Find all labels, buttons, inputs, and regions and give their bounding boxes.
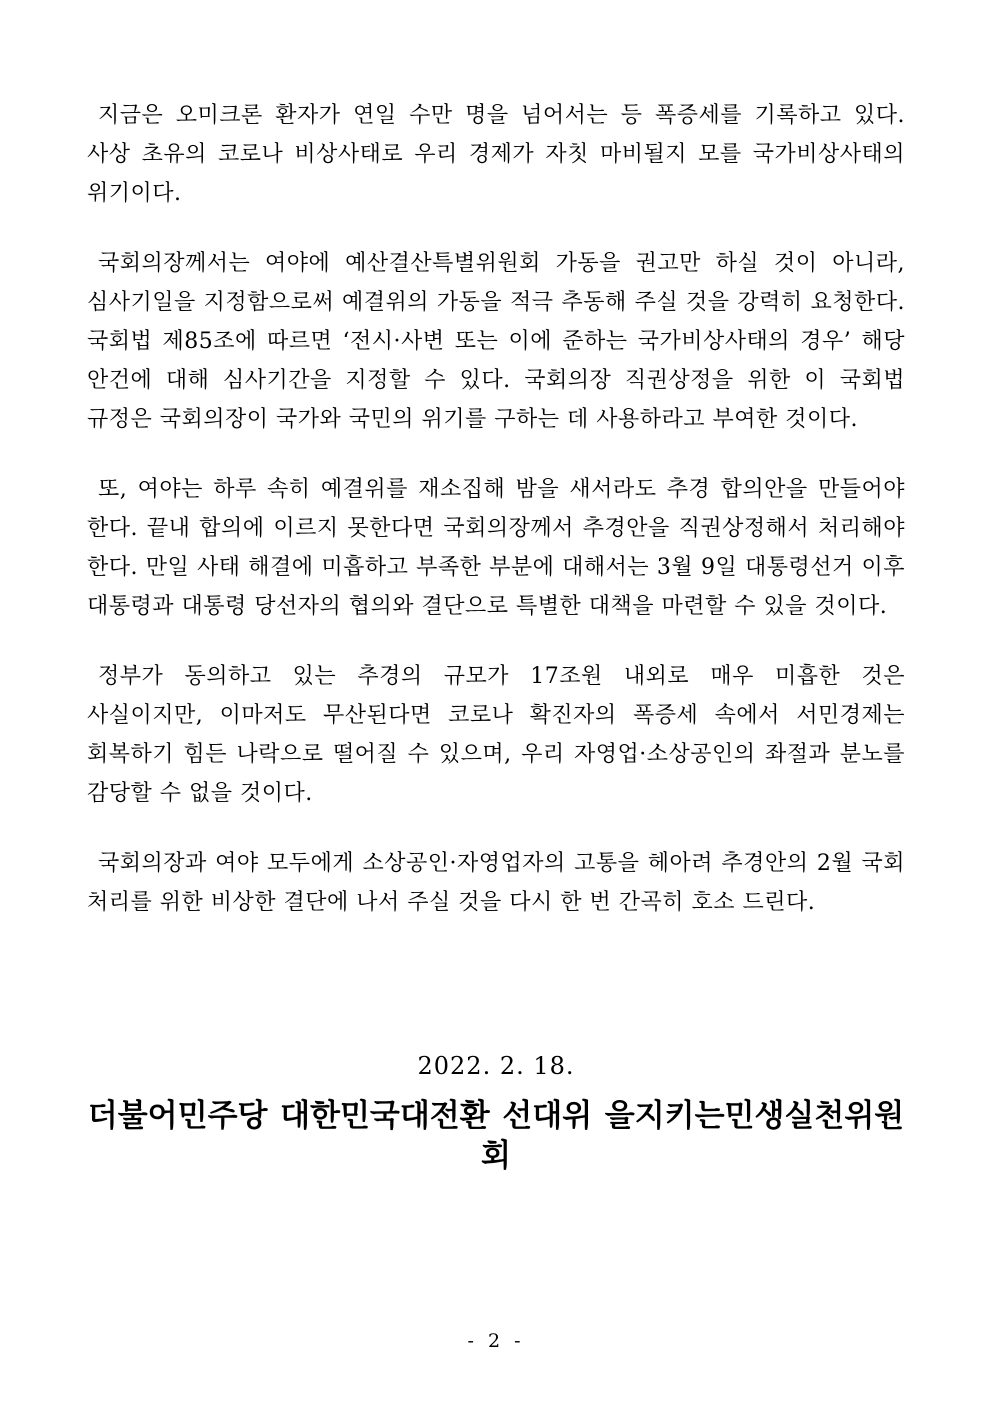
document-date: 2022. 2. 18. — [417, 1052, 575, 1080]
paragraph-1: 지금은 오미크론 환자가 연일 수만 명을 넘어서는 등 폭증세를 기록하고 있다. 사상 초유의 코로나 비상사태로 우리 경제가 자칫 마비될지 모를 국가비상사태의 위기이다. — [87, 103, 905, 206]
page-number: - 2 - — [467, 1330, 525, 1352]
document-body — [87, 96, 905, 922]
paragraph-4: 정부가 동의하고 있는 추경의 규모가 17조원 내외로 매우 미흡한 것은 사실이지만, 이마저도 무산된다면 코로나 확진자의 폭증세 속에서 서민경제는 회복하기 힘든 나락으로 떨어질 수 있으며, 우리 자영업·소상공인의 좌절과 분노를 감당할 수 없을 것이다. — [87, 664, 905, 806]
paragraph-2: 국회의장께서는 여야에 예산결산특별위원회 가동을 권고만 하실 것이 아니라, 심사기일을 지정함으로써 예결위의 가동을 적극 추동해 주실 것을 강력히 요청한다. 국회법 제85조에 따르면 ‘전시·사변 또는 이에 준하는 국가비상사태의 경우’ 해당 안건에 대해 심사기간을 지정할 수 있다. 국회의장 직권상정을 위한 이 국회법 규정은 국회의장이 국가와 국민의 위기를 구하는 데 사용하라고 부여한 것이다. — [87, 251, 905, 432]
paragraph-3: 또, 여야는 하루 속히 예결위를 재소집해 밤을 새서라도 추경 합의안을 만들어야 한다. 끝내 합의에 이르지 못한다면 국회의장께서 추경안을 직권상정해서 처리해야 한다. 만일 사태 해결에 미흡하고 부족한 부분에 대해서는 3월 9일 대통령선거 이후 대통령과 대통령 당선자의 협의와 결단으로 특별한 대책을 마련할 수 있을 것이다. — [87, 477, 905, 619]
paragraph-5: 국회의장과 여야 모두에게 소상공인·자영업자의 고통을 헤아려 추경안의 2월 국회 처리를 위한 비상한 결단에 나서 주실 것을 다시 한 번 간곡히 호소 드린다. — [87, 851, 905, 915]
signature-committee: 더불어민주당 대한민국대전환 선대위 을지키는민생실천위원회 — [87, 1098, 905, 1173]
